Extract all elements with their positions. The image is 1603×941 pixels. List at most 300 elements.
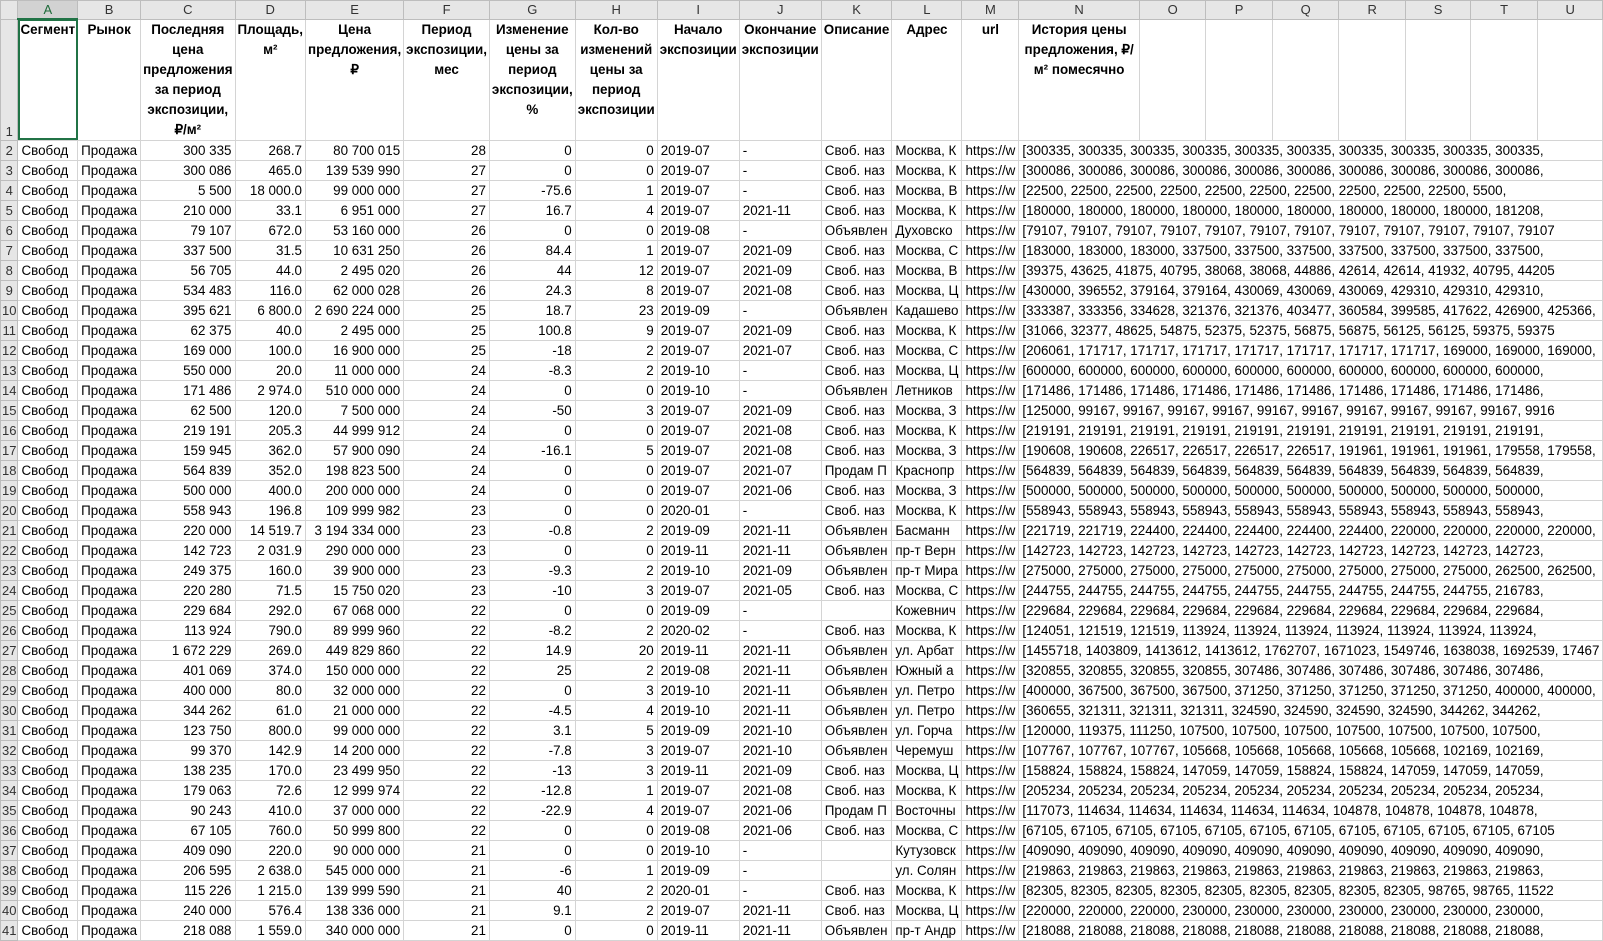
cell-a[interactable]: Свобод	[18, 240, 78, 260]
cell-f[interactable]: 22	[404, 620, 490, 640]
cell-f[interactable]: 22	[404, 640, 490, 660]
cell-l[interactable]: Москва, С	[892, 820, 962, 840]
cell-l[interactable]: Москва, К	[892, 780, 962, 800]
cell-h[interactable]: 3	[575, 740, 657, 760]
row-number[interactable]: 34	[1, 780, 18, 800]
row-number[interactable]: 38	[1, 860, 18, 880]
cell-g[interactable]: 0	[489, 220, 575, 240]
cell-f[interactable]: 28	[404, 140, 490, 160]
header-cell-t[interactable]	[1471, 19, 1538, 140]
row-number[interactable]: 15	[1, 400, 18, 420]
cell-c[interactable]: 79 107	[141, 220, 235, 240]
cell-c[interactable]: 5 500	[141, 180, 235, 200]
cell-h[interactable]: 2	[575, 360, 657, 380]
cell-c[interactable]: 219 191	[141, 420, 235, 440]
cell-m[interactable]: https://w	[962, 440, 1019, 460]
row-number[interactable]: 27	[1, 640, 18, 660]
cell-b[interactable]: Продажа	[78, 260, 141, 280]
cell-d[interactable]: 31.5	[235, 240, 306, 260]
cell-d[interactable]: 100.0	[235, 340, 306, 360]
cell-h[interactable]: 20	[575, 640, 657, 660]
cell-n[interactable]: [125000, 99167, 99167, 99167, 99167, 99167, 99167, 99167, 99167, 99167, 99167, 9916	[1019, 400, 1603, 420]
cell-d[interactable]: 120.0	[235, 400, 306, 420]
cell-c[interactable]: 138 235	[141, 760, 235, 780]
header-cell-q[interactable]	[1272, 19, 1339, 140]
header-cell-a[interactable]: Сегмент	[18, 19, 78, 140]
header-cell-l[interactable]: Адрес	[892, 19, 962, 140]
cell-i[interactable]: 2019-10	[657, 380, 739, 400]
cell-g[interactable]: 0	[489, 840, 575, 860]
cell-l[interactable]: пр-т Мира	[892, 560, 962, 580]
cell-k[interactable]: Своб. наз	[821, 820, 892, 840]
cell-a[interactable]: Свобод	[18, 400, 78, 420]
cell-b[interactable]: Продажа	[78, 360, 141, 380]
row-number[interactable]: 6	[1, 220, 18, 240]
cell-f[interactable]: 21	[404, 900, 490, 920]
cell-j[interactable]: 2021-08	[739, 780, 821, 800]
cell-i[interactable]: 2019-07	[657, 740, 739, 760]
cell-m[interactable]: https://w	[962, 420, 1019, 440]
cell-i[interactable]: 2019-11	[657, 640, 739, 660]
cell-k[interactable]: Своб. наз	[821, 240, 892, 260]
cell-j[interactable]: 2021-11	[739, 540, 821, 560]
cell-k[interactable]: Своб. наз	[821, 200, 892, 220]
cell-l[interactable]: Краснопр	[892, 460, 962, 480]
row-number[interactable]: 37	[1, 840, 18, 860]
header-cell-c[interactable]: Последняя цена предложения за период экспозиции, ₽/м²	[141, 19, 235, 140]
column-header-c[interactable]: C	[141, 1, 235, 20]
cell-f[interactable]: 21	[404, 860, 490, 880]
cell-j[interactable]: -	[739, 360, 821, 380]
cell-c[interactable]: 300 086	[141, 160, 235, 180]
cell-k[interactable]: Своб. наз	[821, 760, 892, 780]
cell-f[interactable]: 24	[404, 360, 490, 380]
cell-j[interactable]: 2021-08	[739, 420, 821, 440]
cell-j[interactable]: 2021-11	[739, 920, 821, 940]
cell-h[interactable]: 5	[575, 440, 657, 460]
cell-i[interactable]: 2019-10	[657, 680, 739, 700]
cell-c[interactable]: 1 672 229	[141, 640, 235, 660]
cell-d[interactable]: 374.0	[235, 660, 306, 680]
cell-e[interactable]: 10 631 250	[306, 240, 404, 260]
cell-h[interactable]: 0	[575, 220, 657, 240]
cell-a[interactable]: Свобод	[18, 660, 78, 680]
cell-f[interactable]: 24	[404, 460, 490, 480]
cell-n[interactable]: [558943, 558943, 558943, 558943, 558943, 558943, 558943, 558943, 558943, 558943,	[1019, 500, 1603, 520]
cell-j[interactable]: -	[739, 140, 821, 160]
cell-g[interactable]: 0	[489, 480, 575, 500]
cell-k[interactable]: Объявлен	[821, 700, 892, 720]
header-cell-s[interactable]	[1405, 19, 1470, 140]
cell-m[interactable]: https://w	[962, 860, 1019, 880]
header-cell-i[interactable]: Начало экспозиции	[657, 19, 739, 140]
cell-n[interactable]: [360655, 321311, 321311, 321311, 324590, 324590, 324590, 324590, 344262, 344262,	[1019, 700, 1603, 720]
cell-l[interactable]: Москва, З	[892, 480, 962, 500]
cell-e[interactable]: 99 000 000	[306, 180, 404, 200]
cell-m[interactable]: https://w	[962, 620, 1019, 640]
cell-j[interactable]: -	[739, 880, 821, 900]
cell-k[interactable]: Объявлен	[821, 720, 892, 740]
cell-l[interactable]: Духовско	[892, 220, 962, 240]
cell-b[interactable]: Продажа	[78, 920, 141, 940]
cell-n[interactable]: [120000, 119375, 111250, 107500, 107500, 107500, 107500, 107500, 107500, 107500,	[1019, 720, 1603, 740]
cell-a[interactable]: Свобод	[18, 760, 78, 780]
cell-d[interactable]: 400.0	[235, 480, 306, 500]
column-header-d[interactable]: D	[235, 1, 306, 20]
cell-b[interactable]: Продажа	[78, 720, 141, 740]
row-number[interactable]: 25	[1, 600, 18, 620]
cell-d[interactable]: 61.0	[235, 700, 306, 720]
cell-e[interactable]: 2 690 224 000	[306, 300, 404, 320]
cell-j[interactable]: 2021-10	[739, 740, 821, 760]
column-header-n[interactable]: N	[1019, 1, 1140, 20]
cell-k[interactable]: Своб. наз	[821, 360, 892, 380]
cell-j[interactable]: 2021-11	[739, 200, 821, 220]
cell-e[interactable]: 3 194 334 000	[306, 520, 404, 540]
cell-i[interactable]: 2019-08	[657, 660, 739, 680]
cell-i[interactable]: 2019-10	[657, 840, 739, 860]
cell-l[interactable]: пр-т Верн	[892, 540, 962, 560]
cell-i[interactable]: 2019-07	[657, 320, 739, 340]
cell-b[interactable]: Продажа	[78, 240, 141, 260]
row-number[interactable]: 1	[1, 19, 18, 140]
cell-a[interactable]: Свобод	[18, 180, 78, 200]
column-header-t[interactable]: T	[1471, 1, 1538, 20]
cell-n[interactable]: [79107, 79107, 79107, 79107, 79107, 79107, 79107, 79107, 79107, 79107, 79107, 79107	[1019, 220, 1603, 240]
cell-a[interactable]: Свобод	[18, 340, 78, 360]
cell-g[interactable]: 3.1	[489, 720, 575, 740]
cell-d[interactable]: 116.0	[235, 280, 306, 300]
cell-a[interactable]: Свобод	[18, 840, 78, 860]
cell-n[interactable]: [206061, 171717, 171717, 171717, 171717, 171717, 171717, 171717, 169000, 169000, 169000,	[1019, 340, 1603, 360]
cell-b[interactable]: Продажа	[78, 840, 141, 860]
cell-n[interactable]: [219863, 219863, 219863, 219863, 219863, 219863, 219863, 219863, 219863, 219863,	[1019, 860, 1603, 880]
row-number[interactable]: 33	[1, 760, 18, 780]
cell-c[interactable]: 90 243	[141, 800, 235, 820]
cell-l[interactable]: Москва, К	[892, 420, 962, 440]
cell-c[interactable]: 220 000	[141, 520, 235, 540]
cell-e[interactable]: 6 951 000	[306, 200, 404, 220]
cell-i[interactable]: 2019-07	[657, 160, 739, 180]
cell-b[interactable]: Продажа	[78, 380, 141, 400]
row-number[interactable]: 14	[1, 380, 18, 400]
header-cell-d[interactable]: Площадь, м²	[235, 19, 306, 140]
cell-m[interactable]: https://w	[962, 140, 1019, 160]
row-number[interactable]: 28	[1, 660, 18, 680]
cell-i[interactable]: 2019-11	[657, 540, 739, 560]
cell-f[interactable]: 24	[404, 440, 490, 460]
header-cell-f[interactable]: Период экспозиции, мес	[404, 19, 490, 140]
cell-j[interactable]: 2021-06	[739, 480, 821, 500]
cell-g[interactable]: -8.2	[489, 620, 575, 640]
cell-j[interactable]: -	[739, 620, 821, 640]
cell-g[interactable]: 24.3	[489, 280, 575, 300]
cell-e[interactable]: 67 068 000	[306, 600, 404, 620]
header-cell-r[interactable]	[1339, 19, 1406, 140]
cell-i[interactable]: 2019-07	[657, 140, 739, 160]
cell-m[interactable]: https://w	[962, 180, 1019, 200]
cell-k[interactable]: Своб. наз	[821, 400, 892, 420]
cell-j[interactable]: -	[739, 220, 821, 240]
cell-j[interactable]: -	[739, 160, 821, 180]
cell-m[interactable]: https://w	[962, 260, 1019, 280]
row-number[interactable]: 13	[1, 360, 18, 380]
cell-b[interactable]: Продажа	[78, 800, 141, 820]
cell-m[interactable]: https://w	[962, 340, 1019, 360]
cell-h[interactable]: 0	[575, 840, 657, 860]
cell-d[interactable]: 72.6	[235, 780, 306, 800]
cell-g[interactable]: 84.4	[489, 240, 575, 260]
cell-j[interactable]: 2021-09	[739, 320, 821, 340]
cell-l[interactable]: Басманн	[892, 520, 962, 540]
row-number[interactable]: 18	[1, 460, 18, 480]
cell-d[interactable]: 71.5	[235, 580, 306, 600]
cell-e[interactable]: 11 000 000	[306, 360, 404, 380]
cell-b[interactable]: Продажа	[78, 520, 141, 540]
cell-b[interactable]: Продажа	[78, 280, 141, 300]
cell-h[interactable]: 3	[575, 400, 657, 420]
cell-i[interactable]: 2019-07	[657, 440, 739, 460]
cell-f[interactable]: 21	[404, 840, 490, 860]
cell-h[interactable]: 0	[575, 820, 657, 840]
cell-h[interactable]: 0	[575, 500, 657, 520]
cell-a[interactable]: Свобод	[18, 320, 78, 340]
header-cell-n[interactable]: История цены предложения, ₽/м² помесячно	[1019, 19, 1140, 140]
cell-f[interactable]: 27	[404, 200, 490, 220]
cell-j[interactable]: 2021-11	[739, 700, 821, 720]
cell-g[interactable]: 0	[489, 920, 575, 940]
cell-l[interactable]: Москва, К	[892, 620, 962, 640]
cell-i[interactable]: 2019-09	[657, 520, 739, 540]
header-cell-p[interactable]	[1206, 19, 1273, 140]
cell-e[interactable]: 15 750 020	[306, 580, 404, 600]
row-number[interactable]: 23	[1, 560, 18, 580]
cell-j[interactable]: 2021-08	[739, 280, 821, 300]
cell-n[interactable]: [244755, 244755, 244755, 244755, 244755, 244755, 244755, 244755, 244755, 216783,	[1019, 580, 1603, 600]
cell-g[interactable]: 18.7	[489, 300, 575, 320]
row-number[interactable]: 36	[1, 820, 18, 840]
cell-c[interactable]: 218 088	[141, 920, 235, 940]
cell-m[interactable]: https://w	[962, 700, 1019, 720]
cell-m[interactable]: https://w	[962, 840, 1019, 860]
cell-c[interactable]: 395 621	[141, 300, 235, 320]
cell-n[interactable]: [1455718, 1403809, 1413612, 1413612, 1762707, 1671023, 1549746, 1638038, 1692539, 17467	[1019, 640, 1603, 660]
cell-g[interactable]: 0	[489, 540, 575, 560]
cell-g[interactable]: -22.9	[489, 800, 575, 820]
cell-b[interactable]: Продажа	[78, 500, 141, 520]
column-header-g[interactable]: G	[489, 1, 575, 20]
cell-h[interactable]: 3	[575, 760, 657, 780]
cell-f[interactable]: 26	[404, 220, 490, 240]
cell-l[interactable]: Москва, Ц	[892, 280, 962, 300]
cell-m[interactable]: https://w	[962, 820, 1019, 840]
cell-g[interactable]: -75.6	[489, 180, 575, 200]
cell-k[interactable]	[821, 600, 892, 620]
cell-d[interactable]: 352.0	[235, 460, 306, 480]
cell-f[interactable]: 22	[404, 600, 490, 620]
cell-b[interactable]: Продажа	[78, 160, 141, 180]
cell-n[interactable]: [219191, 219191, 219191, 219191, 219191, 219191, 219191, 219191, 219191, 219191,	[1019, 420, 1603, 440]
cell-b[interactable]: Продажа	[78, 400, 141, 420]
row-number[interactable]: 11	[1, 320, 18, 340]
cell-g[interactable]: 40	[489, 880, 575, 900]
cell-g[interactable]: -7.8	[489, 740, 575, 760]
cell-m[interactable]: https://w	[962, 900, 1019, 920]
cell-m[interactable]: https://w	[962, 280, 1019, 300]
cell-a[interactable]: Свобод	[18, 820, 78, 840]
cell-d[interactable]: 14 519.7	[235, 520, 306, 540]
column-header-l[interactable]: L	[892, 1, 962, 20]
cell-a[interactable]: Свобод	[18, 280, 78, 300]
cell-g[interactable]: 25	[489, 660, 575, 680]
cell-i[interactable]: 2019-07	[657, 800, 739, 820]
cell-f[interactable]: 23	[404, 520, 490, 540]
cell-d[interactable]: 33.1	[235, 200, 306, 220]
cell-f[interactable]: 23	[404, 500, 490, 520]
cell-i[interactable]: 2019-09	[657, 860, 739, 880]
row-number[interactable]: 32	[1, 740, 18, 760]
cell-h[interactable]: 0	[575, 480, 657, 500]
header-cell-k[interactable]: Описание	[821, 19, 892, 140]
cell-e[interactable]: 80 700 015	[306, 140, 404, 160]
cell-j[interactable]: 2021-09	[739, 260, 821, 280]
cell-e[interactable]: 139 999 590	[306, 880, 404, 900]
cell-l[interactable]: Летников	[892, 380, 962, 400]
cell-b[interactable]: Продажа	[78, 580, 141, 600]
cell-n[interactable]: [39375, 43625, 41875, 40795, 38068, 38068, 44886, 42614, 42614, 41932, 40795, 44205	[1019, 260, 1603, 280]
cell-g[interactable]: 0	[489, 680, 575, 700]
cell-d[interactable]: 269.0	[235, 640, 306, 660]
cell-b[interactable]: Продажа	[78, 420, 141, 440]
header-cell-j[interactable]: Окончание экспозиции	[739, 19, 821, 140]
cell-j[interactable]: 2021-09	[739, 240, 821, 260]
cell-c[interactable]: 62 500	[141, 400, 235, 420]
row-number[interactable]: 40	[1, 900, 18, 920]
cell-a[interactable]: Свобод	[18, 440, 78, 460]
cell-e[interactable]: 139 539 990	[306, 160, 404, 180]
cell-i[interactable]: 2019-10	[657, 560, 739, 580]
cell-k[interactable]: Продам П	[821, 460, 892, 480]
cell-l[interactable]: ул. Солян	[892, 860, 962, 880]
cell-c[interactable]: 142 723	[141, 540, 235, 560]
cell-l[interactable]: Москва, К	[892, 320, 962, 340]
cell-c[interactable]: 400 000	[141, 680, 235, 700]
cell-l[interactable]: Москва, К	[892, 160, 962, 180]
cell-l[interactable]: Кожевнич	[892, 600, 962, 620]
cell-d[interactable]: 268.7	[235, 140, 306, 160]
cell-n[interactable]: [221719, 221719, 224400, 224400, 224400, 224400, 224400, 220000, 220000, 220000, 220000,	[1019, 520, 1603, 540]
cell-l[interactable]: ул. Петро	[892, 700, 962, 720]
cell-l[interactable]: Москва, С	[892, 240, 962, 260]
cell-i[interactable]: 2019-07	[657, 480, 739, 500]
cell-j[interactable]: 2021-11	[739, 640, 821, 660]
cell-c[interactable]: 206 595	[141, 860, 235, 880]
row-number[interactable]: 4	[1, 180, 18, 200]
cell-n[interactable]: [400000, 367500, 367500, 367500, 371250, 371250, 371250, 371250, 371250, 400000, 400000,	[1019, 680, 1603, 700]
row-number[interactable]: 16	[1, 420, 18, 440]
cell-h[interactable]: 0	[575, 600, 657, 620]
cell-h[interactable]: 5	[575, 720, 657, 740]
cell-k[interactable]	[821, 860, 892, 880]
cell-f[interactable]: 22	[404, 660, 490, 680]
cell-g[interactable]: 0	[489, 500, 575, 520]
cell-a[interactable]: Свобод	[18, 900, 78, 920]
cell-e[interactable]: 2 495 020	[306, 260, 404, 280]
cell-n[interactable]: [430000, 396552, 379164, 379164, 430069, 430069, 430069, 429310, 429310, 429310,	[1019, 280, 1603, 300]
row-number[interactable]: 26	[1, 620, 18, 640]
cell-a[interactable]: Свобод	[18, 520, 78, 540]
cell-k[interactable]: Своб. наз	[821, 280, 892, 300]
cell-l[interactable]: Южный а	[892, 660, 962, 680]
cell-m[interactable]: https://w	[962, 380, 1019, 400]
cell-l[interactable]: ул. Петро	[892, 680, 962, 700]
cell-f[interactable]: 22	[404, 760, 490, 780]
cell-f[interactable]: 23	[404, 580, 490, 600]
cell-j[interactable]: 2021-07	[739, 460, 821, 480]
cell-k[interactable]: Объявлен	[821, 680, 892, 700]
cell-i[interactable]: 2019-07	[657, 260, 739, 280]
cell-k[interactable]: Своб. наз	[821, 480, 892, 500]
cell-h[interactable]: 0	[575, 420, 657, 440]
column-header-a[interactable]: A	[18, 1, 78, 20]
cell-j[interactable]: 2021-11	[739, 900, 821, 920]
cell-a[interactable]: Свобод	[18, 780, 78, 800]
cell-i[interactable]: 2019-07	[657, 900, 739, 920]
cell-d[interactable]: 160.0	[235, 560, 306, 580]
cell-l[interactable]: ул. Арбат	[892, 640, 962, 660]
cell-g[interactable]: -13	[489, 760, 575, 780]
cell-g[interactable]: 0	[489, 380, 575, 400]
cell-m[interactable]: https://w	[962, 640, 1019, 660]
cell-c[interactable]: 99 370	[141, 740, 235, 760]
cell-e[interactable]: 290 000 000	[306, 540, 404, 560]
cell-d[interactable]: 18 000.0	[235, 180, 306, 200]
cell-h[interactable]: 0	[575, 160, 657, 180]
cell-f[interactable]: 26	[404, 280, 490, 300]
cell-e[interactable]: 340 000 000	[306, 920, 404, 940]
cell-g[interactable]: -9.3	[489, 560, 575, 580]
cell-h[interactable]: 0	[575, 920, 657, 940]
cell-f[interactable]: 25	[404, 300, 490, 320]
cell-f[interactable]: 27	[404, 180, 490, 200]
cell-k[interactable]: Своб. наз	[821, 320, 892, 340]
cell-g[interactable]: 0	[489, 600, 575, 620]
cell-k[interactable]: Своб. наз	[821, 440, 892, 460]
cell-e[interactable]: 198 823 500	[306, 460, 404, 480]
cell-b[interactable]: Продажа	[78, 480, 141, 500]
cell-k[interactable]: Объявлен	[821, 380, 892, 400]
cell-m[interactable]: https://w	[962, 320, 1019, 340]
cell-b[interactable]: Продажа	[78, 440, 141, 460]
cell-h[interactable]: 1	[575, 780, 657, 800]
cell-j[interactable]: 2021-09	[739, 560, 821, 580]
column-header-r[interactable]: R	[1339, 1, 1406, 20]
cell-f[interactable]: 26	[404, 240, 490, 260]
cell-l[interactable]: Восточны	[892, 800, 962, 820]
cell-c[interactable]: 220 280	[141, 580, 235, 600]
row-number[interactable]: 30	[1, 700, 18, 720]
cell-h[interactable]: 23	[575, 300, 657, 320]
cell-m[interactable]: https://w	[962, 240, 1019, 260]
row-number[interactable]: 22	[1, 540, 18, 560]
cell-c[interactable]: 179 063	[141, 780, 235, 800]
cell-f[interactable]: 22	[404, 720, 490, 740]
column-header-o[interactable]: O	[1139, 1, 1206, 20]
cell-g[interactable]: 16.7	[489, 200, 575, 220]
cell-a[interactable]: Свобод	[18, 480, 78, 500]
cell-e[interactable]: 99 000 000	[306, 720, 404, 740]
cell-b[interactable]: Продажа	[78, 220, 141, 240]
